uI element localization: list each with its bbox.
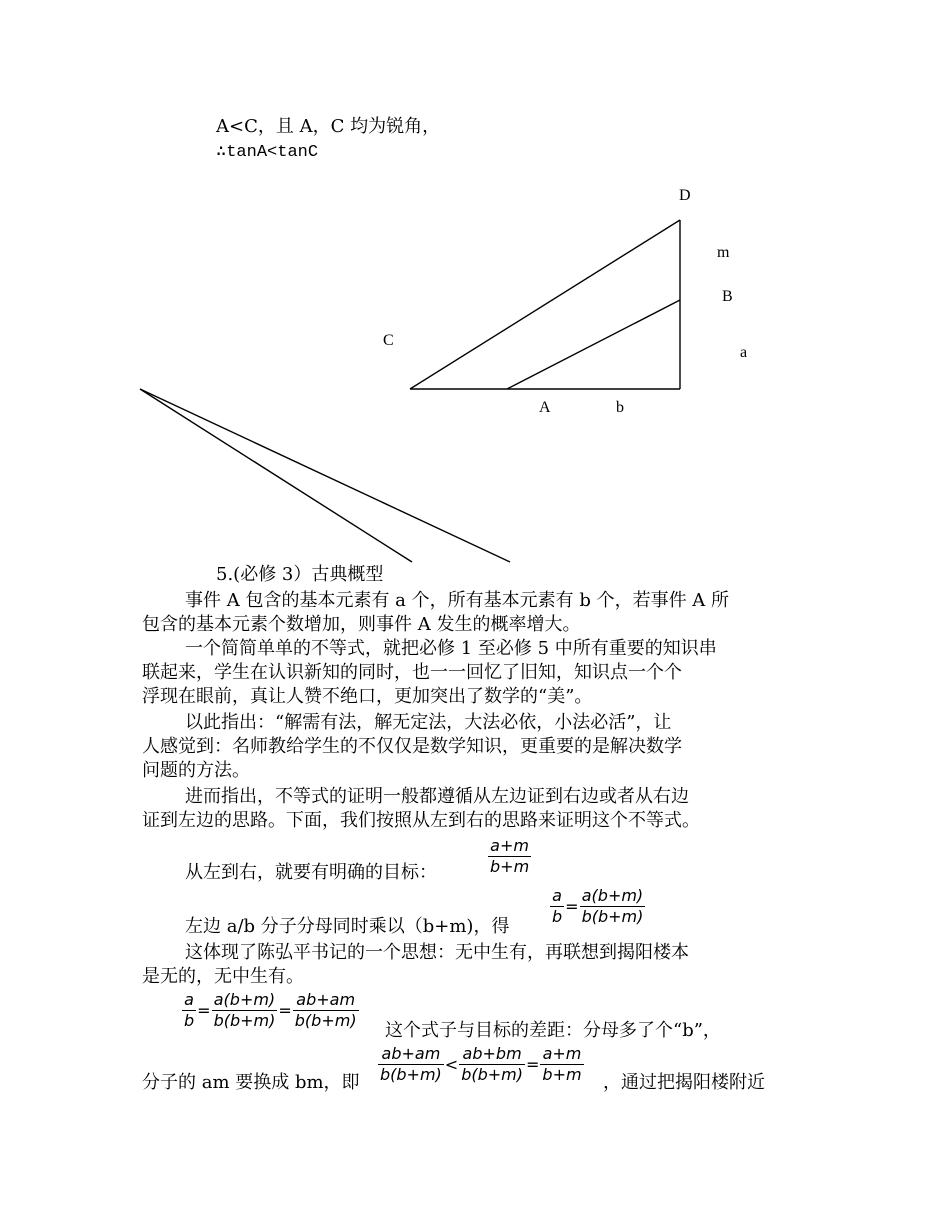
label-b-side: b (616, 399, 624, 416)
line-left-1 (140, 389, 412, 562)
label-a-side: a (740, 344, 748, 361)
paragraph-9-end: ，通过把揭阳楼附近 (603, 1072, 765, 1093)
frac-b: b (552, 907, 563, 926)
frac-abm-num: a(b+m) (580, 886, 646, 907)
frac-bm-den: b+m (542, 1065, 582, 1084)
paragraph-3-line-3: 问题的方法。 (142, 760, 250, 781)
step-3-inequality (378, 1044, 584, 1085)
target-fraction (488, 836, 531, 877)
frac-abam-num: ab+am (293, 990, 359, 1011)
label-c: C (383, 332, 394, 349)
paragraph-7-line-2: 是无的，无中生有。 (142, 966, 304, 987)
line-c-d (410, 220, 680, 389)
paragraph-6: 左边 a/b 分子分母同时乘以（b+m)，得 (185, 916, 510, 937)
frac-abm-den: b(b+m) (581, 907, 644, 926)
target-denominator: b+m (490, 857, 530, 876)
paragraph-4-line-1: 进而指出，不等式的证明一般都遵循从左边证到右边或者从右边 (185, 786, 689, 807)
section-heading: 5.(必修 3）古典概型 (216, 564, 384, 585)
text-line-2: ∴tanA<tanC (216, 143, 319, 162)
frac-abm-den-2: b(b+m) (213, 1011, 276, 1030)
paragraph-2-line-1: 一个简简单单的不等式，就把必修 1 至必修 5 中所有重要的知识串 (185, 638, 717, 659)
frac-a-2: a (182, 990, 196, 1011)
equals-sign-2: = (197, 1001, 211, 1020)
frac-a: a (550, 886, 564, 907)
paragraph-2-line-3: 浮现在眼前，真让人赞不绝口，更加突出了数学的“美”。 (142, 686, 593, 707)
paragraph-9-start: 分子的 am 要换成 bm，即 (142, 1072, 360, 1093)
paragraph-2-line-2: 联起来，学生在认识新知的同时，也一一回忆了旧知，知识点一个个 (142, 662, 682, 683)
paragraph-4-line-2: 证到左边的思路。下面，我们按照从左到右的思路来证明这个不等式。 (142, 810, 700, 831)
paragraph-5: 从左到右，就要有明确的目标： (185, 862, 437, 883)
label-b-point: B (722, 288, 733, 305)
frac-abam-den: b(b+m) (294, 1011, 357, 1030)
text-line-1: A<C，且 A，C 均为锐角， (216, 116, 441, 137)
equals-sign-4: = (526, 1055, 540, 1074)
frac-abm-num-2: a(b+m) (212, 990, 278, 1011)
paragraph-1-line-1: 事件 A 包含的基本元素有 a 个，所有基本元素有 b 个，若事件 A 所 (185, 590, 730, 611)
frac-abbm-num: ab+bm (459, 1044, 525, 1065)
paragraph-1-line-2: 包含的基本元素个数增加，则事件 A 发生的概率增大。 (142, 614, 581, 635)
less-than-sign: < (444, 1055, 459, 1074)
paragraph-3-line-2: 人感觉到：名师教给学生的不仅仅是数学知识，更重要的是解决数学 (142, 736, 682, 757)
step-1-equation (550, 886, 645, 927)
frac-abam-den-2: b(b+m) (380, 1065, 442, 1084)
label-d: D (679, 187, 691, 204)
frac-abbm-den: b(b+m) (461, 1065, 523, 1084)
frac-abam-num-2: ab+am (378, 1044, 444, 1065)
label-m: m (717, 244, 730, 261)
paragraph-7-line-1: 这体现了陈弘平书记的一个思想：无中生有，再联想到揭阳楼本 (185, 942, 689, 963)
frac-am-num: a+m (540, 1044, 583, 1065)
step-2-equation (182, 990, 359, 1031)
frac-b-2: b (184, 1011, 195, 1030)
equals-sign: = (565, 897, 579, 916)
target-numerator: a+m (488, 836, 531, 857)
equals-sign-3: = (278, 1001, 292, 1020)
paragraph-3-line-1: 以此指出：“解需有法，解无定法，大法必依，小法必活”，让 (185, 712, 672, 733)
line-left-2 (140, 389, 510, 562)
line-a-b (507, 300, 680, 389)
label-a-point: A (539, 399, 551, 416)
paragraph-8: 这个式子与目标的差距：分母多了个“b”， (385, 1020, 721, 1041)
